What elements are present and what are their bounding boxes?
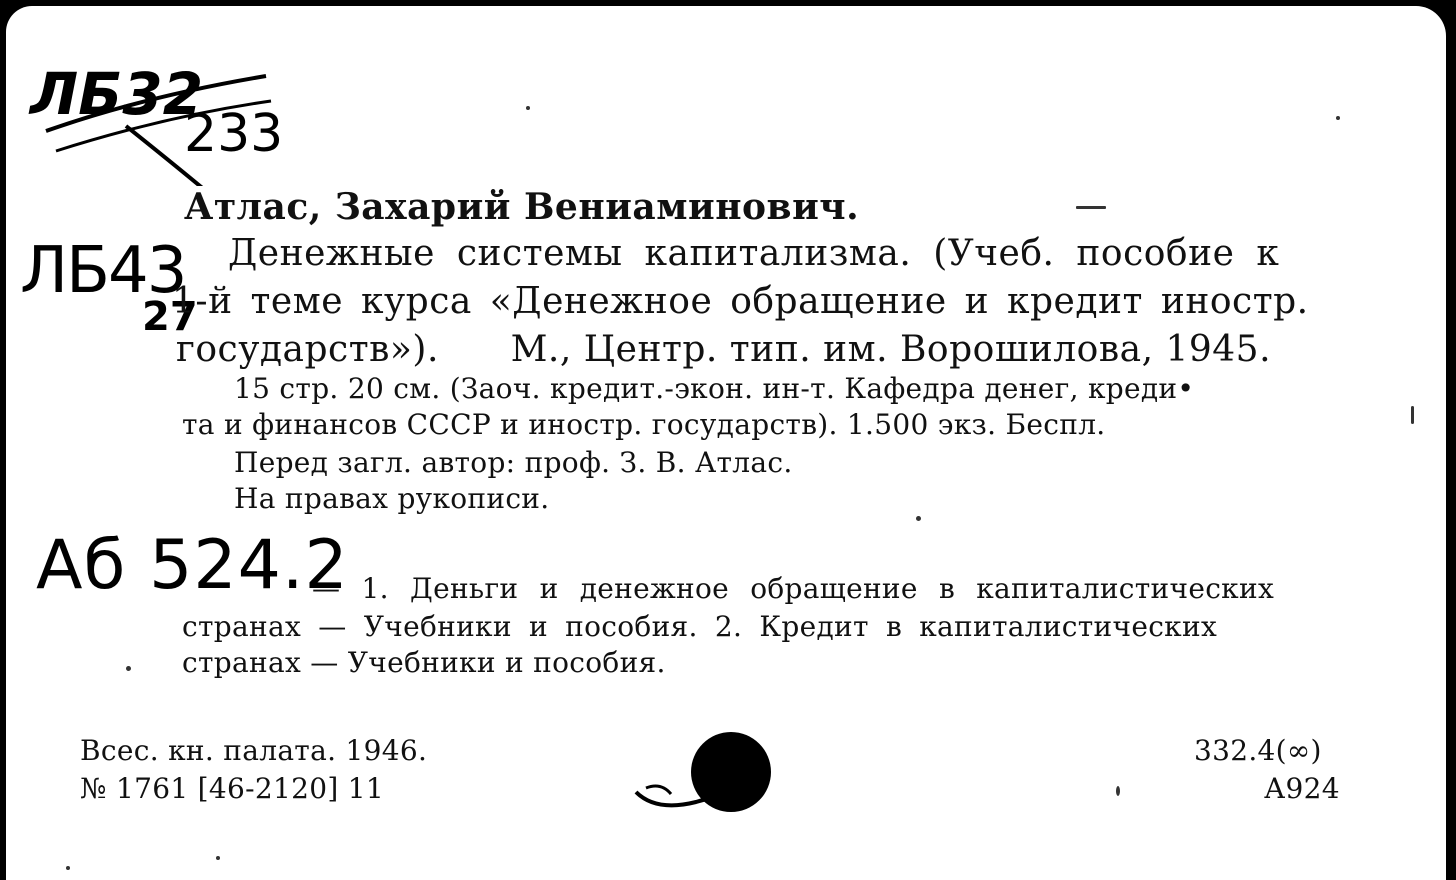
new-shelfmark: 233 [184, 104, 284, 164]
speck [66, 866, 70, 870]
classification-mark: Аб 524.2 [36, 526, 349, 605]
speck [1411, 406, 1414, 424]
description-line-2: та и финансов СССР и иностр. государств). 1.500 экз. Беспл. [182, 408, 1106, 441]
subject-line-1: — 1. Деньги и денежное обращение в капиталистических [312, 572, 1275, 605]
author-code: А924 [1264, 772, 1340, 805]
registration-number: № 1761 [46-2120] 11 [80, 772, 384, 805]
description-line-4: На правах рукописи. [234, 482, 550, 515]
title-line-1: Денежные системы капитализма. (Учеб. пособие к [228, 233, 1280, 274]
description-line-3: Перед загл. автор: проф. З. В. Атлас. [234, 446, 793, 479]
speck [526, 106, 530, 110]
speck [216, 856, 220, 860]
book-chamber: Всес. кн. палата. 1946. [80, 734, 428, 767]
catalog-card [6, 6, 1446, 880]
subject-line-2: странах — Учебники и пособия. 2. Кредит в капиталистических [182, 610, 1218, 643]
punch-hole-icon [626, 722, 796, 832]
speck [1076, 206, 1106, 209]
speck [126, 666, 131, 671]
title-line-2: 1-й теме курса «Денежное обращение и кредит иностр. [172, 281, 1309, 322]
description-line-1: 15 стр. 20 см. (Заоч. кредит.-экон. ин-т. Кафедра денег, креди• [234, 372, 1195, 405]
author-heading: Атлас, Захарий Вениаминович. [184, 186, 860, 228]
speck [916, 516, 921, 521]
left-shelfmark-sub: 27 [142, 294, 198, 340]
udc-code: 332.4(∞) [1194, 734, 1322, 767]
speck [1116, 786, 1120, 796]
struck-shelfmark: ЛБ32 [30, 60, 204, 128]
speck [1336, 116, 1340, 120]
title-line-3: государств»). М., Центр. тип. им. Ворошилова, 1945. [176, 329, 1272, 370]
left-shelfmark: ЛБ43 [20, 234, 186, 308]
card-right-edge [1446, 0, 1456, 880]
subject-line-3: странах — Учебники и пособия. [182, 646, 666, 679]
